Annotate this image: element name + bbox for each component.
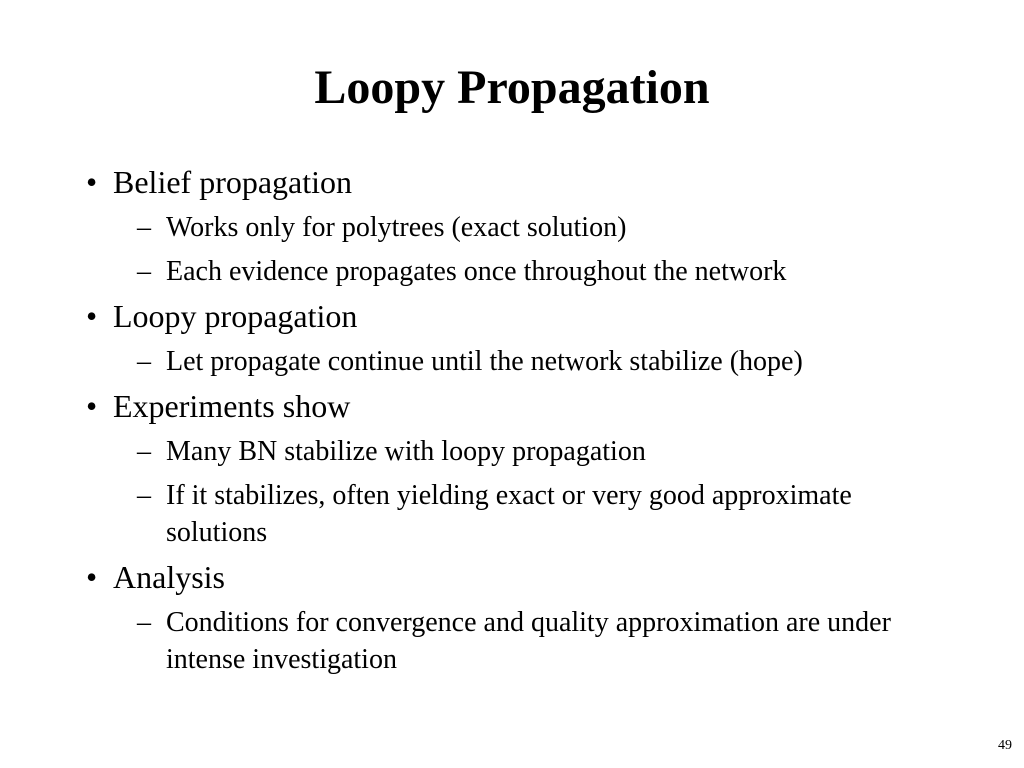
sub-bullet-marker: – [137, 212, 151, 243]
bullet-item [86, 386, 946, 551]
sub-bullet-text: Each evidence propagates once throughout the network [166, 256, 787, 287]
sub-bullet-marker: – [137, 436, 151, 467]
bullet-marker: • [86, 388, 98, 424]
sub-bullet-marker: – [137, 346, 151, 377]
bullet-marker: • [86, 298, 98, 334]
sub-bullet-item [128, 209, 906, 246]
sub-bullet-text: Many BN stabilize with loopy propagation [166, 436, 646, 467]
bullet-item [86, 296, 946, 380]
sub-bullet-list [113, 604, 946, 678]
sub-bullet-item [128, 477, 906, 551]
sub-bullet-marker: – [137, 480, 151, 511]
sub-bullet-text: Conditions for convergence and quality approximation are under intense investigation [166, 607, 891, 675]
sub-bullet-text: Let propagate continue until the network stabilize (hope) [166, 346, 803, 377]
bullet-text: Experiments show [113, 388, 351, 424]
sub-bullet-text: Works only for polytrees (exact solution) [166, 212, 627, 243]
bullet-marker: • [86, 559, 98, 595]
bullet-text: Belief propagation [113, 164, 353, 200]
sub-bullet-list [113, 343, 946, 380]
sub-bullet-marker: – [137, 256, 151, 287]
sub-bullet-item [128, 433, 906, 470]
page-number: 49 [998, 738, 1012, 753]
sub-bullet-marker: – [137, 607, 151, 638]
bullet-text: Analysis [113, 559, 225, 595]
sub-bullet-item [128, 604, 906, 678]
sub-bullet-list [113, 209, 946, 290]
sub-bullet-item [128, 343, 906, 380]
bullet-item [86, 557, 946, 678]
bullet-marker: • [86, 164, 98, 200]
bullet-text: Loopy propagation [113, 298, 358, 334]
slide-title: Loopy Propagation [314, 61, 710, 114]
bullet-item [86, 162, 946, 290]
sub-bullet-text: If it stabilizes, often yielding exact or very good approximate solutions [166, 480, 852, 548]
sub-bullet-item [128, 253, 906, 290]
sub-bullet-list [113, 433, 946, 551]
bullet-list [86, 162, 946, 678]
